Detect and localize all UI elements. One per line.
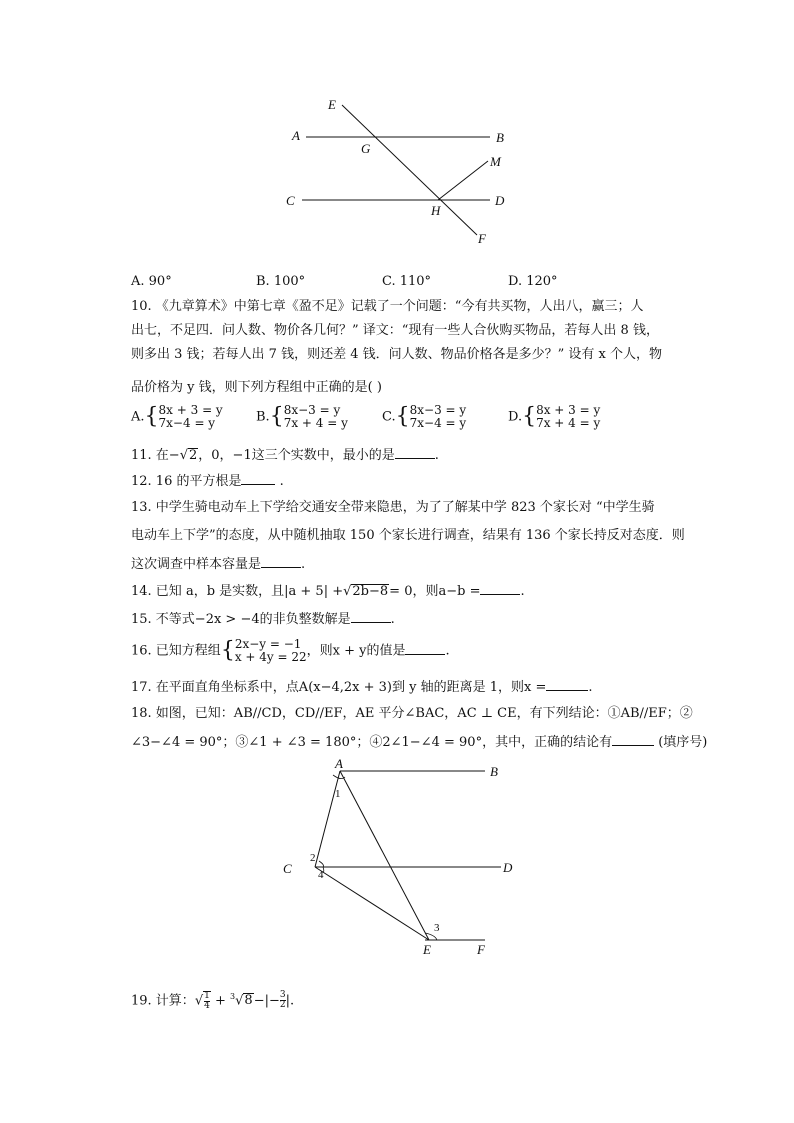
fig2-angle-1: 1 <box>335 788 341 800</box>
label-E: E <box>328 97 336 112</box>
q9-option-c: C. 110° <box>382 274 432 289</box>
q17: 17. 在平面直角坐标系中，点A(x−4,2x + 3)到 y 轴的距离是 1，则x = . <box>131 680 593 695</box>
q16: 16. 已知方程组{2x−y = −1 x + 4y = 22，则x + y的值是 . <box>131 637 450 664</box>
q13-line1: 13. 中学生骑电动车上下学给交通安全带来隐患，为了了解某中学 823 个家长对 “中学生骑 <box>131 500 655 515</box>
label-H: H <box>431 203 441 218</box>
q15: 15. 不等式−2x > −4的非负整数解是 . <box>131 612 395 627</box>
q10-line3: 则多出 3 钱；若每人出 7 钱，则还差 4 钱．问人数、物品价格各是多少？” 设有 x 个人，物 <box>131 347 662 362</box>
q10-line2: 出七，不足四．问人数、物价各几何？” 译文：“现有一些人合伙购买物品，若每人出 8 钱， <box>131 323 659 338</box>
fig2-label-D: D <box>503 860 513 875</box>
fig2-label-F: F <box>477 942 485 957</box>
label-B: B <box>496 130 504 145</box>
fig2-angle-4: 4 <box>318 869 324 881</box>
q18-line1: 18. 如图，已知：AB//CD，CD//EF，AE 平分∠BAC，AC ⊥ CE，有下列结论：①AB//EF；② <box>131 706 693 721</box>
label-A: A <box>292 128 300 143</box>
q14: 14. 已知 a，b 是实数，且|a + 5| +√2b−8= 0，则a−b = . <box>131 584 525 599</box>
q11: 11. 在−√2，0，−1这三个实数中，最小的是 . <box>131 448 439 463</box>
q12: 12. 16 的平方根是 . <box>131 474 284 489</box>
q10-line1: 10. 《九章算术》中第七章《盈不足》记载了一个问题：“今有共买物，人出八，赢三；人 <box>131 299 644 314</box>
fig2-angle-2: 2 <box>310 852 316 864</box>
label-F: F <box>478 231 486 246</box>
label-D: D <box>495 193 505 208</box>
fig2-angle-3: 3 <box>434 922 440 934</box>
q10-option-d: D.{8x + 3 = y 7x + 4 = y <box>508 403 601 430</box>
q9-option-b: B. 100° <box>256 274 306 289</box>
label-M: M <box>490 154 501 169</box>
q18-line2: ∠3−∠4 = 90°；③∠1 + ∠3 = 180°；④2∠1−∠4 = 90°，其中，正确的结论有 (填序号) <box>131 735 708 750</box>
q10-option-a: A.{8x + 3 = y 7x−4 = y <box>131 403 223 430</box>
q10-option-b: B.{8x−3 = y 7x + 4 = y <box>256 403 348 430</box>
label-G: G <box>361 141 371 156</box>
q13-line3: 这次调查中样本容量是 . <box>131 557 306 572</box>
figure-parallel-lines <box>280 95 520 255</box>
fig2-label-E: E <box>423 942 431 957</box>
figure-triangle-parallel <box>275 755 515 960</box>
label-C: C <box>286 193 295 208</box>
q13-line2: 电动车上下学”的态度，从中随机抽取 150 个家长进行调查，结果有 136 个家长持反对态度．则 <box>131 528 685 543</box>
q19: 19. 计算：√ $\frac{1}{4}$ + $^3$√8−|− $\frac{3}{2}$ |. <box>131 990 295 1011</box>
fig2-label-C: C <box>283 861 292 876</box>
q9-option-a: A. 90° <box>131 274 172 289</box>
q9-option-d: D. 120° <box>508 274 558 289</box>
fig2-label-A: A <box>335 756 343 771</box>
q10-line4: 品价格为 y 钱，则下列方程组中正确的是( ) <box>131 380 382 395</box>
q10-option-c: C.{8x−3 = y 7x−4 = y <box>382 403 467 430</box>
fig2-label-B: B <box>490 764 498 779</box>
